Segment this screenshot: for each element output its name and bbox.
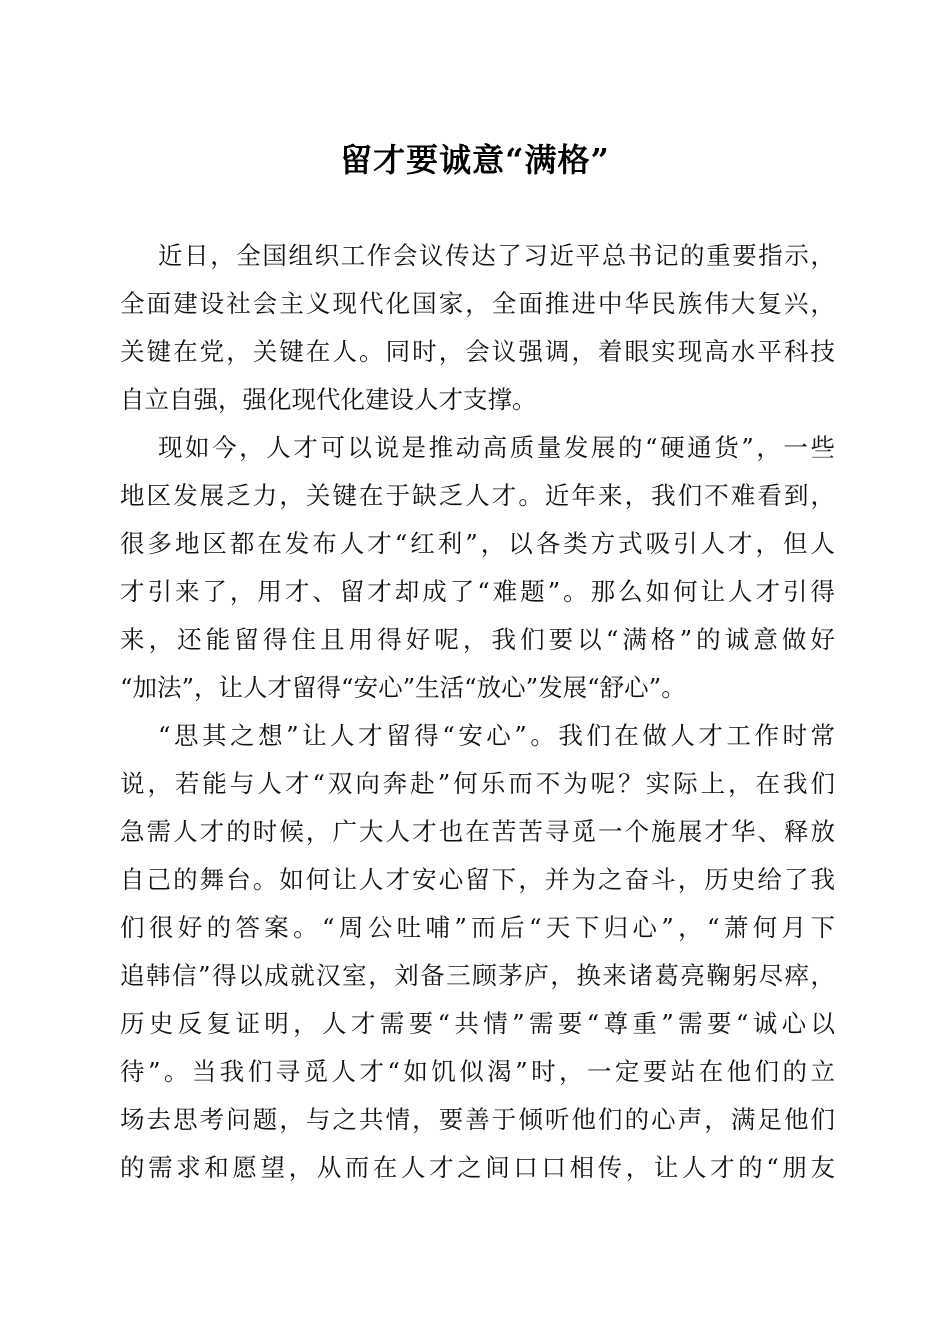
document-body <box>120 232 835 1192</box>
text-line: 历史反复证明，人才需要“共情”需要“尊重”需要“诚心以 <box>120 1009 835 1038</box>
text-line: 场去思考问题，与之共情，要善于倾听他们的心声，满足他们 <box>120 1105 835 1134</box>
text-line: 很多地区都在发布人才“红利”，以各类方式吸引人才，但人 <box>120 529 835 558</box>
paragraph-1 <box>120 232 835 424</box>
text-line: 说，若能与人才“双向奔赴”何乐而不为呢？实际上，在我们 <box>120 769 835 798</box>
text-line: 自己的舞台。如何让人才安心留下，并为之奋斗，历史给了我 <box>120 865 835 894</box>
text-line: 关键在党，关键在人。同时，会议强调，着眼实现高水平科技 <box>120 337 835 366</box>
text-line: 自立自强，强化现代化建设人才支撑。 <box>120 385 537 414</box>
document-title: 留才要诚意“满格” <box>340 141 610 179</box>
text-line: 近日，全国组织工作会议传达了习近平总书记的重要指示， <box>158 241 835 270</box>
text-line: 追韩信”得以成就汉室，刘备三顾茅庐，换来诸葛亮鞠躬尽瘁， <box>120 961 835 990</box>
paragraph-3 <box>120 712 835 1192</box>
text-line: 才引来了，用才、留才却成了“难题”。那么如何让人才引得 <box>120 577 835 606</box>
text-line: 现如今，人才可以说是推动高质量发展的“硬通货”，一些 <box>158 433 835 462</box>
text-line: 急需人才的时候，广大人才也在苦苦寻觅一个施展才华、释放 <box>120 817 835 846</box>
text-line: “加法”，让人才留得“安心”生活“放心”发展“舒心”。 <box>120 673 686 702</box>
text-line: 们很好的答案。“周公吐哺”而后“天下归心”，“萧何月下 <box>120 913 835 942</box>
text-line: 全面建设社会主义现代化国家，全面推进中华民族伟大复兴， <box>120 289 835 318</box>
text-line: 来，还能留得住且用得好呢，我们要以“满格”的诚意做好 <box>120 625 835 654</box>
text-line: 的需求和愿望，从而在人才之间口口相传，让人才的“朋友 <box>120 1153 835 1182</box>
text-line: 地区发展乏力，关键在于缺乏人才。近年来，我们不难看到， <box>120 481 835 510</box>
text-line: 待”。当我们寻觅人才“如饥似渴”时，一定要站在他们的立 <box>120 1057 835 1086</box>
paragraph-2 <box>120 424 835 712</box>
text-line: “思其之想”让人才留得“安心”。我们在做人才工作时常 <box>158 721 835 750</box>
